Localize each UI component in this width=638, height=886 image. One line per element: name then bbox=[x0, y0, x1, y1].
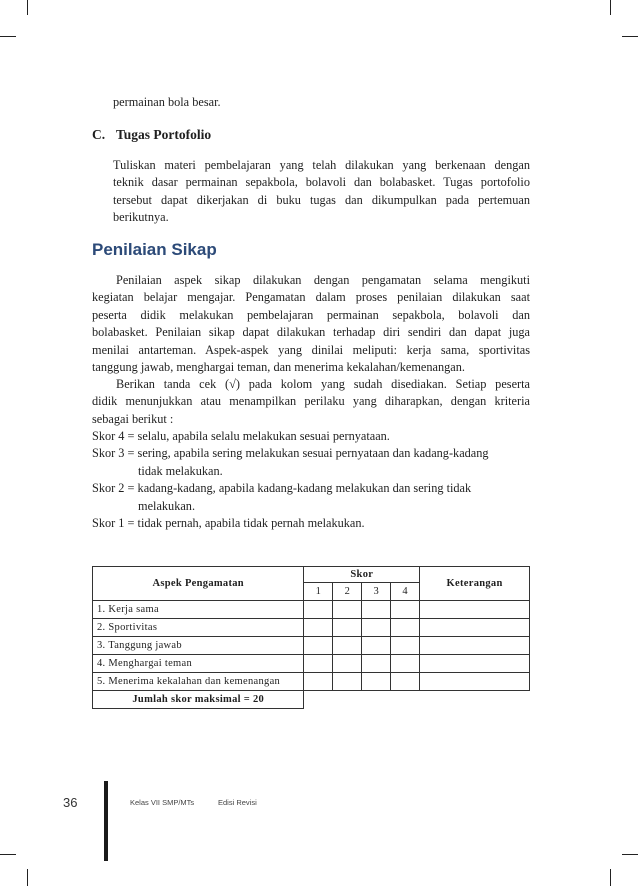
skor-item bbox=[92, 515, 530, 532]
table-row bbox=[93, 673, 530, 691]
portofolio-paragraph bbox=[113, 157, 530, 227]
score-cell[interactable] bbox=[391, 673, 420, 691]
skor-label: Skor 3 bbox=[92, 446, 125, 461]
score-cell[interactable] bbox=[304, 601, 333, 619]
text-line: peserta didik melakukan pembelajaran permainan sepakbola, bolavoli dan bbox=[92, 307, 530, 322]
page-number: 36 bbox=[63, 795, 78, 810]
score-cell[interactable] bbox=[362, 637, 391, 655]
text-line: kegiatan belajar mengajar. Pengamatan dalam proses penilaian dilakukan saat bbox=[92, 290, 530, 305]
skor-col-3: 3 bbox=[362, 583, 391, 601]
text-line: tersebut dapat dikerjakan di buku tugas dan dikumpulkan pada pertemuan bbox=[113, 192, 530, 207]
skor-item bbox=[92, 428, 530, 445]
keterangan-cell[interactable] bbox=[420, 637, 530, 655]
text-line: menilai antarteman. Aspek-aspek yang dinilai meliputi: kerja sama, sportivitas bbox=[92, 342, 530, 357]
table-row bbox=[93, 655, 530, 673]
text-line: Tuliskan materi pembelajaran yang telah dilakukan yang berkenaan dengan bbox=[113, 158, 530, 172]
table-row bbox=[93, 619, 530, 637]
keterangan-cell[interactable] bbox=[420, 619, 530, 637]
portofolio-title: Tugas Portofolio bbox=[116, 127, 212, 142]
skor-desc-cont: tidak melakukan. bbox=[138, 463, 223, 478]
keterangan-cell[interactable] bbox=[420, 673, 530, 691]
intro-text: permainan bola besar. bbox=[113, 95, 221, 109]
crop-mark bbox=[622, 854, 638, 855]
score-cell[interactable] bbox=[391, 655, 420, 673]
footer-bar bbox=[104, 781, 108, 861]
score-cell[interactable] bbox=[333, 601, 362, 619]
score-cell[interactable] bbox=[362, 601, 391, 619]
aspek-cell: 1. Kerja sama bbox=[93, 601, 304, 619]
skor-label: Skor 2 bbox=[92, 481, 125, 496]
skor-item bbox=[92, 480, 530, 497]
score-cell[interactable] bbox=[304, 673, 333, 691]
aspek-cell: 5. Menerima kekalahan dan kemenangan bbox=[93, 673, 304, 691]
skor-col-4: 4 bbox=[391, 583, 420, 601]
score-cell[interactable] bbox=[304, 619, 333, 637]
skor-col-2: 2 bbox=[333, 583, 362, 601]
skor-desc: = tidak pernah, apabila tidak pernah melakukan. bbox=[127, 516, 365, 531]
header-skor: Skor bbox=[304, 567, 420, 583]
total-cell: Jumlah skor maksimal = 20 bbox=[93, 691, 304, 709]
score-cell[interactable] bbox=[362, 619, 391, 637]
score-cell[interactable] bbox=[304, 637, 333, 655]
skor-desc-cont: melakukan. bbox=[138, 498, 196, 513]
text-line: Penilaian aspek sikap dilakukan dengan pengamatan selama mengikuti bbox=[116, 273, 530, 287]
crop-mark bbox=[0, 36, 16, 37]
text-line: teknik dasar permainan sepakbola, bolavoli dan bolabasket. Tugas portofolio bbox=[113, 175, 530, 190]
skor-desc: = kadang-kadang, apabila kadang-kadang melakukan dan sering tidak bbox=[127, 481, 472, 496]
text-line: tanggung jawab, menghargai teman, dan menerima kekalahan/kemenangan. bbox=[92, 360, 465, 375]
skor-label: Skor 1 bbox=[92, 516, 125, 531]
aspek-cell: 3. Tanggung jawab bbox=[93, 637, 304, 655]
table-header-row bbox=[93, 567, 530, 583]
aspek-cell: 2. Sportivitas bbox=[93, 619, 304, 637]
crop-mark bbox=[610, 869, 611, 886]
skor-criteria bbox=[92, 428, 530, 532]
score-cell[interactable] bbox=[333, 619, 362, 637]
keterangan-cell[interactable] bbox=[420, 655, 530, 673]
score-cell[interactable] bbox=[333, 673, 362, 691]
skor-label: Skor 4 bbox=[92, 429, 125, 443]
crop-mark bbox=[27, 0, 28, 15]
text-line: bolabasket. Penilaian sikap dapat dilakukan terhadap diri sendiri dan dapat juga bbox=[92, 325, 530, 340]
section-title: Penilaian Sikap bbox=[92, 240, 217, 259]
score-cell[interactable] bbox=[333, 637, 362, 655]
text-line: sebagai berikut : bbox=[92, 411, 174, 426]
footer-edition: Edisi Revisi bbox=[218, 798, 257, 807]
sikap-paragraph-2 bbox=[92, 376, 530, 428]
score-cell[interactable] bbox=[391, 619, 420, 637]
header-keterangan: Keterangan bbox=[420, 567, 530, 601]
sikap-paragraph-1 bbox=[92, 272, 530, 376]
score-cell[interactable] bbox=[391, 601, 420, 619]
footer-book: Kelas VII SMP/MTs bbox=[130, 798, 195, 807]
skor-item bbox=[92, 445, 530, 462]
score-cell[interactable] bbox=[333, 655, 362, 673]
table-row bbox=[93, 601, 530, 619]
keterangan-cell[interactable] bbox=[420, 601, 530, 619]
text-line: didik menunjukkan atau menampilkan perilaku yang diharapkan, dengan kriteria bbox=[92, 394, 530, 409]
skor-desc: = selalu, apabila selalu melakukan sesuai pernyataan. bbox=[127, 429, 390, 443]
score-cell[interactable] bbox=[304, 655, 333, 673]
crop-mark bbox=[0, 854, 16, 855]
empty-cell bbox=[304, 691, 530, 709]
skor-desc: = sering, apabila sering melakukan sesuai pernyataan dan kadang-kadang bbox=[127, 446, 489, 461]
header-aspek: Aspek Pengamatan bbox=[93, 567, 304, 601]
crop-mark bbox=[610, 0, 611, 15]
score-cell[interactable] bbox=[391, 637, 420, 655]
crop-mark bbox=[27, 869, 28, 886]
score-cell[interactable] bbox=[362, 673, 391, 691]
text-line: Berikan tanda cek (√) pada kolom yang sudah disediakan. Setiap peserta bbox=[116, 377, 530, 391]
crop-mark bbox=[622, 36, 638, 37]
portofolio-heading bbox=[92, 127, 211, 143]
table-total-row bbox=[93, 691, 530, 709]
assessment-table bbox=[92, 566, 530, 709]
text-line: berikutnya. bbox=[113, 210, 169, 225]
skor-col-1: 1 bbox=[304, 583, 333, 601]
table-row bbox=[93, 637, 530, 655]
aspek-cell: 4. Menghargai teman bbox=[93, 655, 304, 673]
score-cell[interactable] bbox=[362, 655, 391, 673]
portofolio-letter: C. bbox=[92, 127, 106, 142]
